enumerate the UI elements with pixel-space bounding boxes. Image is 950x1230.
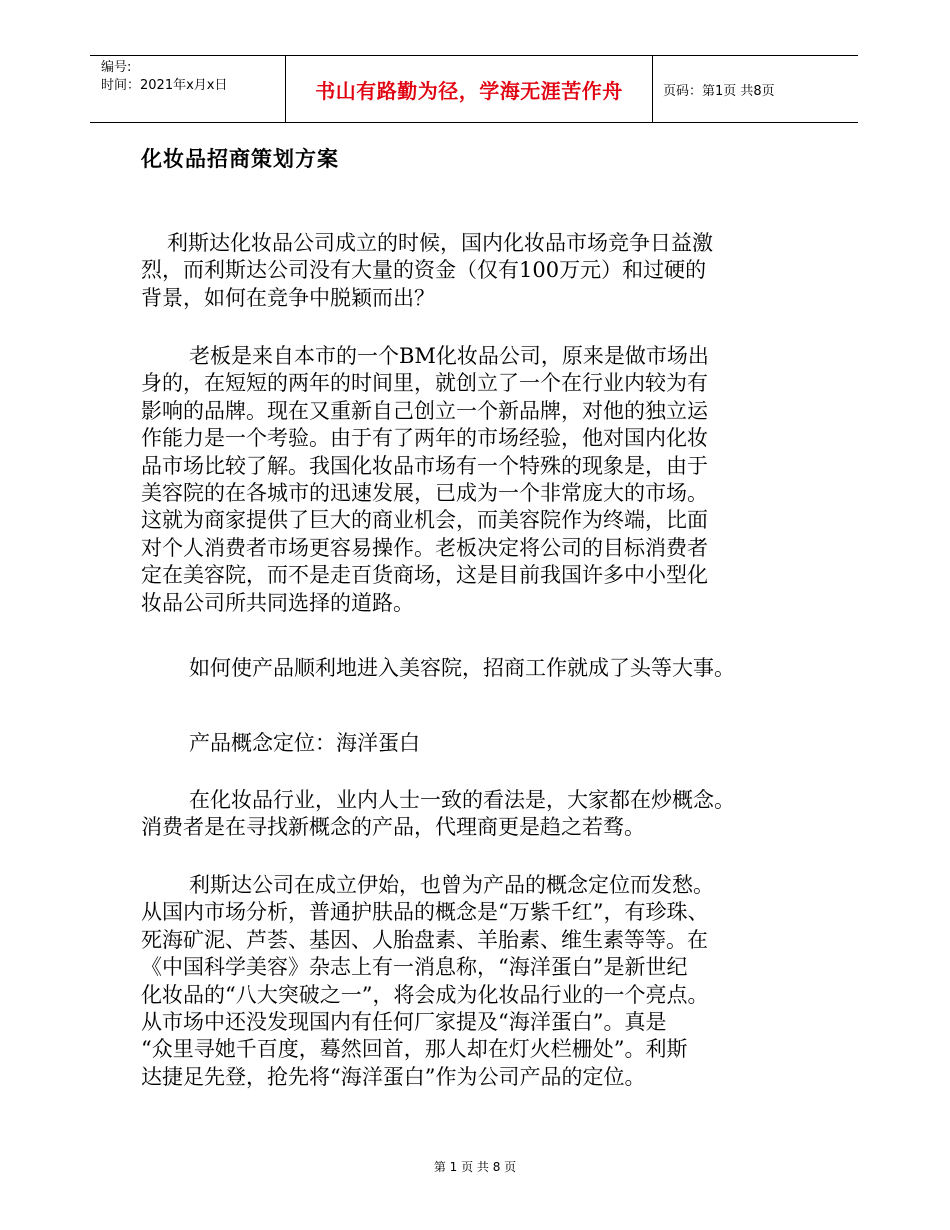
paragraph-line: 化妆品的“八大突破之一”，将会成为化妆品行业的一个亮点。: [141, 982, 709, 1007]
paragraph-line: 消费者是在寻找新概念的产品，代理商更是趋之若骛。: [141, 815, 645, 840]
paragraph-line: 《中国科学美容》杂志上有一消息称，“海洋蛋白”是新世纪: [141, 955, 688, 980]
header-page-number: 页码：第1页 共8页: [663, 83, 775, 99]
paragraph-line: “众里寻她千百度，蓦然回首，那人却在灯火栏栅处”。利斯: [141, 1037, 688, 1062]
section-heading-positioning: [141, 730, 841, 757]
paragraph-line: 妆品公司所共同选择的道路。: [141, 590, 414, 615]
paragraph-intro: [141, 230, 841, 312]
paragraph-line: 死海矿泥、芦荟、基因、人胎盘素、羊胎素、维生素等等。在: [141, 927, 708, 952]
date-label: 时间：2021年x月x日: [101, 78, 228, 93]
document-title: 化妆品招商策划方案: [141, 146, 339, 171]
paragraph-line: 达捷足先登，抢先将“海洋蛋白”作为公司产品的定位。: [141, 1064, 646, 1089]
paragraph-line: 身的，在短短的两年的时间里，就创立了一个在行业内较为有: [141, 371, 708, 396]
paragraph-line: 美容院的在各城市的迅速发展，已成为一个非常庞大的市场。: [141, 481, 708, 506]
paragraph-industry-view: [141, 787, 841, 842]
paragraph-line: 对个人消费者市场更容易操作。老板决定将公司的目标消费者: [141, 535, 708, 560]
paragraph-line: 这就为商家提供了巨大的商业机会，而美容院作为终端，比面: [141, 508, 708, 533]
paragraph-line: 产品概念定位：海洋蛋白: [189, 731, 420, 755]
paragraph-concept-choice: [141, 872, 841, 1091]
paragraph-key-question: [141, 655, 841, 682]
paragraph-line: 在化妆品行业，业内人士一致的看法是，大家都在炒概念。: [189, 788, 735, 812]
footer-page-number: 第 1 页 共 8 页: [433, 1160, 517, 1174]
header-page-cell: [653, 56, 858, 122]
paragraph-line: 定在美容院，而不是走百货商场，这是目前我国许多中小型化: [141, 563, 708, 588]
paragraph-line: 作能力是一个考验。由于有了两年的市场经验，他对国内化妆: [141, 426, 708, 451]
page-footer: [0, 1158, 950, 1175]
paragraph-line: 从市场中还没发现国内有任何厂家提及“海洋蛋白”。真是: [141, 1010, 667, 1035]
paragraph-line: 利斯达公司在成立伊始，也曾为产品的概念定位而发愁。: [189, 873, 714, 897]
paragraph-line: 烈，而利斯达公司没有大量的资金（仅有100万元）和过硬的: [141, 258, 707, 283]
paragraph-line: 品市场比较了解。我国化妆品市场有一个特殊的现象是，由于: [141, 453, 708, 478]
serial-number-label: 编号:: [101, 60, 132, 75]
paragraph-line: 从国内市场分析，普通护肤品的概念是“万紫千红”，有珍珠、: [141, 900, 709, 925]
header-motto: 书山有路勤为径，学海无涯苦作舟: [315, 78, 623, 103]
paragraph-line: 如何使产品顺利地进入美容院，招商工作就成了头等大事。: [189, 656, 735, 680]
page-header: [90, 55, 858, 123]
paragraph-line: 利斯达化妆品公司成立的时候，国内化妆品市场竞争日益激: [167, 231, 713, 255]
paragraph-line: 背景，如何在竞争中脱颖而出？: [141, 285, 435, 310]
header-meta-cell: [90, 56, 286, 122]
paragraph-boss-background: [141, 343, 841, 617]
paragraph-line: 影响的品牌。现在又重新自己创立一个新品牌，对他的独立运: [141, 398, 708, 423]
paragraph-line: 老板是来自本市的一个BM化妆品公司，原来是做市场出: [189, 344, 709, 368]
header-motto-cell: [286, 56, 653, 122]
